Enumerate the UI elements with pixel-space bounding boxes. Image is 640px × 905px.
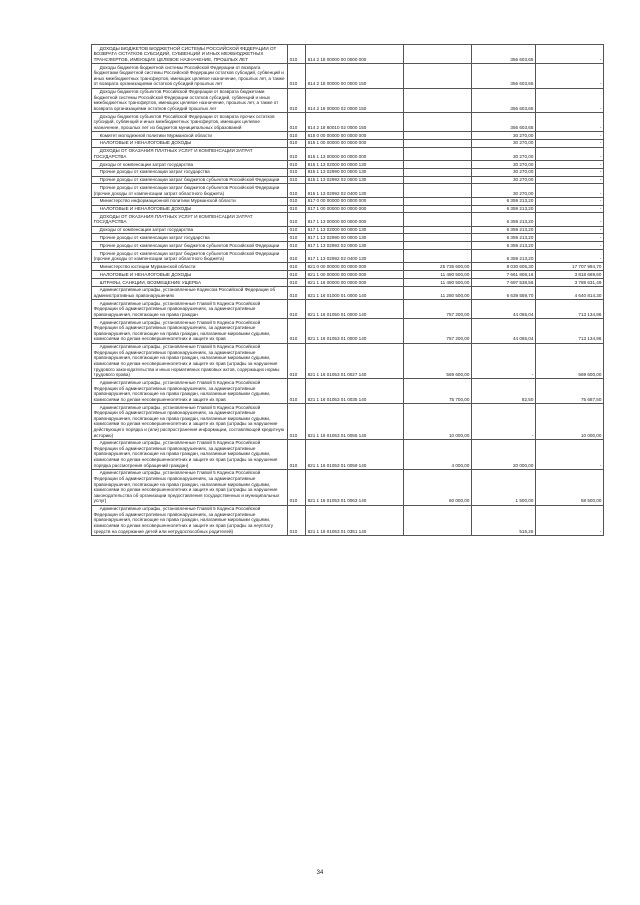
row-approved [404, 242, 472, 250]
row-budget-code: 821 1 16 01053 01 0059 140 [306, 439, 404, 469]
row-name: Доходы бюджетов субъектов Российской Федерации от возврата прочих остатков субсидий, субвенций и иных межбюджетных трансфертов, имеющих целевое назначение, прошлых лет из бюджетов муниципальных образований [92, 113, 288, 132]
row-approved [404, 226, 472, 234]
table-row [92, 250, 604, 263]
row-name: Доходы от компенсации затрат государства [92, 226, 288, 234]
row-executed: 6 359 213,20 [472, 226, 536, 234]
table-row [92, 132, 604, 140]
table-row [92, 278, 604, 286]
row-approved [404, 168, 472, 176]
row-name: Административные штрафы, установленные Главой 5 Кодекса Российской Федерации об административных правонарушениях, за административные правонарушения, посягающие на права граждан, налагаемые мировыми судьями, комиссиями по делам несовершеннолетних и защите их прав (штрафы за нарушение законодательства об организации предоставления государственных и муниципальных услуг) [92, 469, 288, 505]
table-row [92, 213, 604, 226]
row-executed: 515,25 [472, 505, 536, 535]
row-line-code: 010 [288, 168, 306, 176]
row-approved: 757 200,00 [404, 300, 472, 319]
row-line-code: 010 [288, 234, 306, 242]
row-unexecuted: - [536, 147, 604, 160]
row-approved [404, 45, 472, 64]
row-unexecuted: - [536, 184, 604, 197]
row-line-code: 010 [288, 205, 306, 213]
table-row [92, 197, 604, 205]
row-name: Прочие доходы от компенсации затрат бюджетов субъектов Российской Федерации [92, 242, 288, 250]
row-budget-code: 814 2 18 00000 02 0000 150 [306, 88, 404, 113]
row-line-code: 010 [288, 319, 306, 344]
row-budget-code: 817 1 13 02992 02 0000 130 [306, 242, 404, 250]
table-row [92, 45, 604, 64]
row-budget-code: 821 1 16 01050 01 0000 140 [306, 300, 404, 319]
row-unexecuted: - [536, 197, 604, 205]
row-unexecuted: - [536, 226, 604, 234]
row-unexecuted: - [536, 213, 604, 226]
row-budget-code: 815 1 00 00000 00 0000 000 [306, 139, 404, 147]
table-row [92, 139, 604, 147]
row-executed: - [472, 343, 536, 379]
row-executed: 1 500,00 [472, 469, 536, 505]
row-budget-code: 817 1 13 00000 00 0000 000 [306, 213, 404, 226]
row-name: Комитет молодежной политики Мурманской области [92, 132, 288, 140]
row-line-code: 010 [288, 250, 306, 263]
table-row [92, 168, 604, 176]
table-row [92, 263, 604, 271]
row-budget-code: 817 1 13 02992 02 0400 130 [306, 250, 404, 263]
row-executed: 30 270,00 [472, 147, 536, 160]
row-budget-code: 814 2 18 00000 00 0000 000 [306, 45, 404, 64]
row-line-code: 010 [288, 278, 306, 286]
row-approved [404, 250, 472, 263]
row-approved [404, 88, 472, 113]
row-line-code: 010 [288, 439, 306, 469]
row-budget-code: 815 1 13 02992 02 0400 130 [306, 184, 404, 197]
row-name: Прочие доходы от компенсации затрат государства [92, 168, 288, 176]
row-unexecuted: 4 640 814,30 [536, 286, 604, 299]
row-budget-code: 817 1 00 00000 00 0000 000 [306, 205, 404, 213]
table-row [92, 63, 604, 88]
row-approved [404, 205, 472, 213]
row-approved [404, 197, 472, 205]
row-name: Административные штрафы, установленные Главой 5 Кодекса Российской Федерации об административных правонарушениях, за административные правонарушения, посягающие на права граждан [92, 300, 288, 319]
row-budget-code: 817 1 13 02990 00 0000 130 [306, 234, 404, 242]
table-row [92, 234, 604, 242]
row-approved: 569 600,00 [404, 343, 472, 379]
row-line-code: 010 [288, 505, 306, 535]
row-line-code: 010 [288, 469, 306, 505]
row-unexecuted: - [536, 139, 604, 147]
row-line-code: 010 [288, 213, 306, 226]
row-unexecuted: - [536, 161, 604, 169]
row-line-code: 010 [288, 88, 306, 113]
row-unexecuted: - [536, 242, 604, 250]
row-executed: 6 359 213,20 [472, 250, 536, 263]
row-budget-code: 817 1 13 02000 00 0000 130 [306, 226, 404, 234]
row-budget-code: 815 1 13 00000 00 0000 000 [306, 147, 404, 160]
row-unexecuted: 17 707 994,70 [536, 263, 604, 271]
row-approved: 10 000,00 [404, 403, 472, 439]
table-row [92, 343, 604, 379]
row-executed: 30 270,00 [472, 168, 536, 176]
row-unexecuted: - [536, 45, 604, 64]
row-executed: - [472, 403, 536, 439]
table-row [92, 505, 604, 535]
row-executed: 6 359 213,20 [472, 213, 536, 226]
row-name: Административные штрафы, установленные Главой 5 Кодекса Российской Федерации об административных правонарушениях, за административные правонарушения, посягающие на права граждан, налагаемые мировыми судьями, комиссиями по делам несовершеннолетних и защите их прав [92, 379, 288, 404]
row-name: Министерство юстиции Мурманской области [92, 263, 288, 271]
row-line-code: 010 [288, 197, 306, 205]
row-budget-code: 821 1 16 01053 01 0055 140 [306, 403, 404, 439]
row-name: ШТРАФЫ, САНКЦИИ, ВОЗМЕЩЕНИЕ УЩЕРБА [92, 278, 288, 286]
table-row [92, 88, 604, 113]
row-name: ДОХОДЫ ОТ ОКАЗАНИЯ ПЛАТНЫХ УСЛУГ И КОМПЕНСАЦИИ ЗАТРАТ ГОСУДАРСТВА [92, 147, 288, 160]
row-name: Административные штрафы, установленные Главой 5 Кодекса Российской Федерации об административных правонарушениях, за административные правонарушения, посягающие на права граждан, налагаемые мировыми судьями, комиссиями по делам несовершеннолетних и защите их прав (штрафы за нарушение действующего порядка и (или) распространения информации, составляющей кредитную историю) [92, 403, 288, 439]
row-unexecuted: - [536, 234, 604, 242]
row-approved [404, 147, 472, 160]
table-row [92, 300, 604, 319]
row-line-code: 010 [288, 271, 306, 279]
table-row [92, 226, 604, 234]
row-name: Министерство информационной политики Мурманской области [92, 197, 288, 205]
row-unexecuted: - [536, 113, 604, 132]
row-name: Доходы бюджетов бюджетной системы Российской Федерации от возврата бюджетами бюджетной системы Российской Федерации остатков субсидий, субвенций и иных межбюджетных трансфертов, имеющих целевое назначение, прошлых лет, а также от возврата организациями остатков субсидий прошлых лет [92, 63, 288, 88]
row-unexecuted: - [536, 88, 604, 113]
row-approved: 4 000,00 [404, 439, 472, 469]
row-line-code: 010 [288, 300, 306, 319]
table-row [92, 271, 604, 279]
table-row [92, 205, 604, 213]
row-budget-code: 815 0 00 00000 00 0000 000 [306, 132, 404, 140]
row-budget-code: 821 1 00 00000 00 0000 000 [306, 271, 404, 279]
row-budget-code: 821 0 00 00000 00 0000 000 [306, 263, 404, 271]
row-unexecuted: 713 134,96 [536, 319, 604, 344]
row-budget-code: 815 1 13 02000 00 0000 130 [306, 161, 404, 169]
row-executed: 6 359 213,20 [472, 234, 536, 242]
row-unexecuted: 58 500,00 [536, 469, 604, 505]
row-approved [404, 184, 472, 197]
row-executed: 20 000,00 [472, 439, 536, 469]
row-approved: 11 480 500,00 [404, 278, 472, 286]
row-approved [404, 63, 472, 88]
row-approved: 757 200,00 [404, 319, 472, 344]
row-approved: 11 280 500,00 [404, 286, 472, 299]
row-budget-code: 817 0 00 00000 00 0000 000 [306, 197, 404, 205]
row-executed: 7 661 808,16 [472, 271, 536, 279]
row-name: ДОХОДЫ БЮДЖЕТОВ БЮДЖЕТНОЙ СИСТЕМЫ РОССИЙСКОЙ ФЕДЕРАЦИИ ОТ ВОЗВРАТА ОСТАТКОВ СУБСИДИЙ, СУБВЕНЦИЙ И ИНЫХ МЕЖБЮДЖЕТНЫХ ТРАНСФЕРТОВ, ИМЕЮЩИХ ЦЕЛЕВОЕ НАЗНАЧЕНИЕ, ПРОШЛЫХ ЛЕТ [92, 45, 288, 64]
row-unexecuted: - [536, 205, 604, 213]
table-row [92, 286, 604, 299]
row-line-code: 010 [288, 343, 306, 379]
row-name: НАЛОГОВЫЕ И НЕНАЛОГОВЫЕ ДОХОДЫ [92, 139, 288, 147]
row-name: НАЛОГОВЫЕ И НЕНАЛОГОВЫЕ ДОХОДЫ [92, 205, 288, 213]
row-executed: 6 359 213,20 [472, 242, 536, 250]
row-approved [404, 505, 472, 535]
row-line-code: 010 [288, 379, 306, 404]
row-budget-code: 821 1 16 01053 01 0063 140 [306, 469, 404, 505]
row-unexecuted: 10 000,00 [536, 403, 604, 439]
row-name: Прочие доходы от компенсации затрат бюджетов субъектов Российской Федерации [92, 176, 288, 184]
row-unexecuted: - [536, 63, 604, 88]
row-line-code: 010 [288, 132, 306, 140]
row-executed: 44 065,04 [472, 300, 536, 319]
row-budget-code: 815 1 13 02992 02 0000 130 [306, 176, 404, 184]
row-line-code: 010 [288, 147, 306, 160]
row-budget-code: 821 1 16 01053 01 0351 140 [306, 505, 404, 535]
row-unexecuted: - [536, 168, 604, 176]
row-executed: 6 359 213,20 [472, 205, 536, 213]
row-approved [404, 176, 472, 184]
row-line-code: 010 [288, 45, 306, 64]
row-line-code: 010 [288, 161, 306, 169]
row-line-code: 010 [288, 403, 306, 439]
row-name: Административные штрафы, установленные Главой 5 Кодекса Российской Федерации об административных правонарушениях, за административные правонарушения, посягающие на права граждан, налагаемые мировыми судьями, комиссиями по делам несовершеннолетних и защите их прав (штрафы за нарушение порядка рассмотрения обращений граждан) [92, 439, 288, 469]
row-executed: 6 359 213,20 [472, 197, 536, 205]
table-row [92, 319, 604, 344]
row-name: Прочие доходы от компенсации затрат бюджетов субъектов Российской Федерации (прочие доходы от компенсации затрат областного бюджета) [92, 184, 288, 197]
row-executed: 6 639 559,70 [472, 286, 536, 299]
row-budget-code: 821 1 16 01053 01 0035 140 [306, 379, 404, 404]
row-name: Административные штрафы, установленные Кодексом Российской Федерации об административных правонарушениях [92, 286, 288, 299]
table-row [92, 113, 604, 132]
row-line-code: 010 [288, 113, 306, 132]
row-line-code: 010 [288, 242, 306, 250]
row-name: НАЛОГОВЫЕ И НЕНАЛОГОВЫЕ ДОХОДЫ [92, 271, 288, 279]
row-line-code: 010 [288, 184, 306, 197]
row-approved [404, 132, 472, 140]
table-row [92, 176, 604, 184]
row-approved [404, 213, 472, 226]
row-name: Доходы бюджетов субъектов Российской Федерации от возврата бюджетами бюджетной системы Российской Федерации остатков субсидий, субвенций и иных межбюджетных трансфертов, имеющих целевое назначение, прошлых лет, а также от возврата организациями остатков субсидий прошлых лет [92, 88, 288, 113]
row-budget-code: 815 1 13 02990 00 0000 130 [306, 168, 404, 176]
row-executed: 30 270,00 [472, 184, 536, 197]
row-approved: 75 700,00 [404, 379, 472, 404]
row-executed: 44 065,04 [472, 319, 536, 344]
row-budget-code: 814 2 18 00000 00 0000 150 [306, 63, 404, 88]
page-number: 34 [316, 870, 324, 876]
table-row [92, 469, 604, 505]
row-executed: 356 603,65 [472, 113, 536, 132]
table-row [92, 242, 604, 250]
row-approved: 11 480 500,00 [404, 271, 472, 279]
row-line-code: 010 [288, 263, 306, 271]
row-unexecuted: - [536, 250, 604, 263]
row-approved: 25 735 600,00 [404, 263, 472, 271]
table-row [92, 147, 604, 160]
row-name: ДОХОДЫ ОТ ОКАЗАНИЯ ПЛАТНЫХ УСЛУГ И КОМПЕНСАЦИИ ЗАТРАТ ГОСУДАРСТВА [92, 213, 288, 226]
row-unexecuted: 569 600,00 [536, 343, 604, 379]
table-row [92, 184, 604, 197]
row-executed: 356 603,65 [472, 63, 536, 88]
row-executed: 7 697 538,56 [472, 278, 536, 286]
row-unexecuted: - [536, 176, 604, 184]
row-unexecuted: 75 687,50 [536, 379, 604, 404]
row-name: Административные штрафы, установленные Главой 5 Кодекса Российской Федерации об административных правонарушениях, за административные правонарушения, посягающие на права граждан, налагаемые мировыми судьями, комиссиями по делам несовершеннолетних и защите их прав (штрафы за нарушение трудового законодательства и иных нормативных правовых актов, содержащих нормы трудового права) [92, 343, 288, 379]
table-row [92, 403, 604, 439]
row-executed: 8 030 605,30 [472, 263, 536, 271]
row-name: Административные штрафы, установленные Главой 5 Кодекса Российской Федерации об административных правонарушениях, за административные правонарушения, посягающие на права граждан, налагаемые мировыми судьями, комиссиями по делам несовершеннолетних и защите их прав (штрафы за неуплату средств на содержание детей или нетрудоспособных родителей) [92, 505, 288, 535]
report-table-body [92, 45, 604, 536]
row-approved [404, 161, 472, 169]
row-approved [404, 139, 472, 147]
row-name: Административные штрафы, установленные Главой 5 Кодекса Российской Федерации об административных правонарушениях, за административные правонарушения, посягающие на права граждан, налагаемые мировыми судьями, комиссиями по делам несовершеннолетних и защите их прав [92, 319, 288, 344]
row-executed: 30 270,00 [472, 176, 536, 184]
row-line-code: 010 [288, 139, 306, 147]
table-row [92, 161, 604, 169]
row-budget-code: 821 1 16 01053 01 0000 140 [306, 319, 404, 344]
row-executed: 30 270,00 [472, 132, 536, 140]
row-budget-code: 821 1 16 01000 01 0000 140 [306, 286, 404, 299]
row-executed: 82,50 [472, 379, 536, 404]
row-line-code: 010 [288, 286, 306, 299]
row-line-code: 010 [288, 176, 306, 184]
row-approved [404, 234, 472, 242]
row-budget-code: 821 1 16 01053 01 0027 140 [306, 343, 404, 379]
row-executed: 30 270,00 [472, 161, 536, 169]
row-name: Доходы от компенсации затрат государства [92, 161, 288, 169]
row-budget-code: 821 1 16 00000 00 0000 000 [306, 278, 404, 286]
row-name: Прочие доходы от компенсации затрат государства [92, 234, 288, 242]
row-approved: 60 000,00 [404, 469, 472, 505]
row-unexecuted: 3 788 631,49 [536, 278, 604, 286]
row-budget-code: 814 2 18 60010 02 0000 150 [306, 113, 404, 132]
row-unexecuted: 713 134,96 [536, 300, 604, 319]
row-line-code: 010 [288, 226, 306, 234]
row-unexecuted: - [536, 505, 604, 535]
row-unexecuted: - [536, 439, 604, 469]
row-unexecuted: 3 818 689,60 [536, 271, 604, 279]
row-unexecuted: - [536, 132, 604, 140]
row-name: Прочие доходы от компенсации затрат бюджетов субъектов Российской Федерации (прочие доходы от компенсации затрат областного бюджета) [92, 250, 288, 263]
row-line-code: 010 [288, 63, 306, 88]
report-table [91, 44, 604, 536]
row-approved [404, 113, 472, 132]
row-executed: 356 603,65 [472, 45, 536, 64]
row-executed: 356 603,65 [472, 88, 536, 113]
table-row [92, 439, 604, 469]
table-row [92, 379, 604, 404]
row-executed: 30 270,00 [472, 139, 536, 147]
